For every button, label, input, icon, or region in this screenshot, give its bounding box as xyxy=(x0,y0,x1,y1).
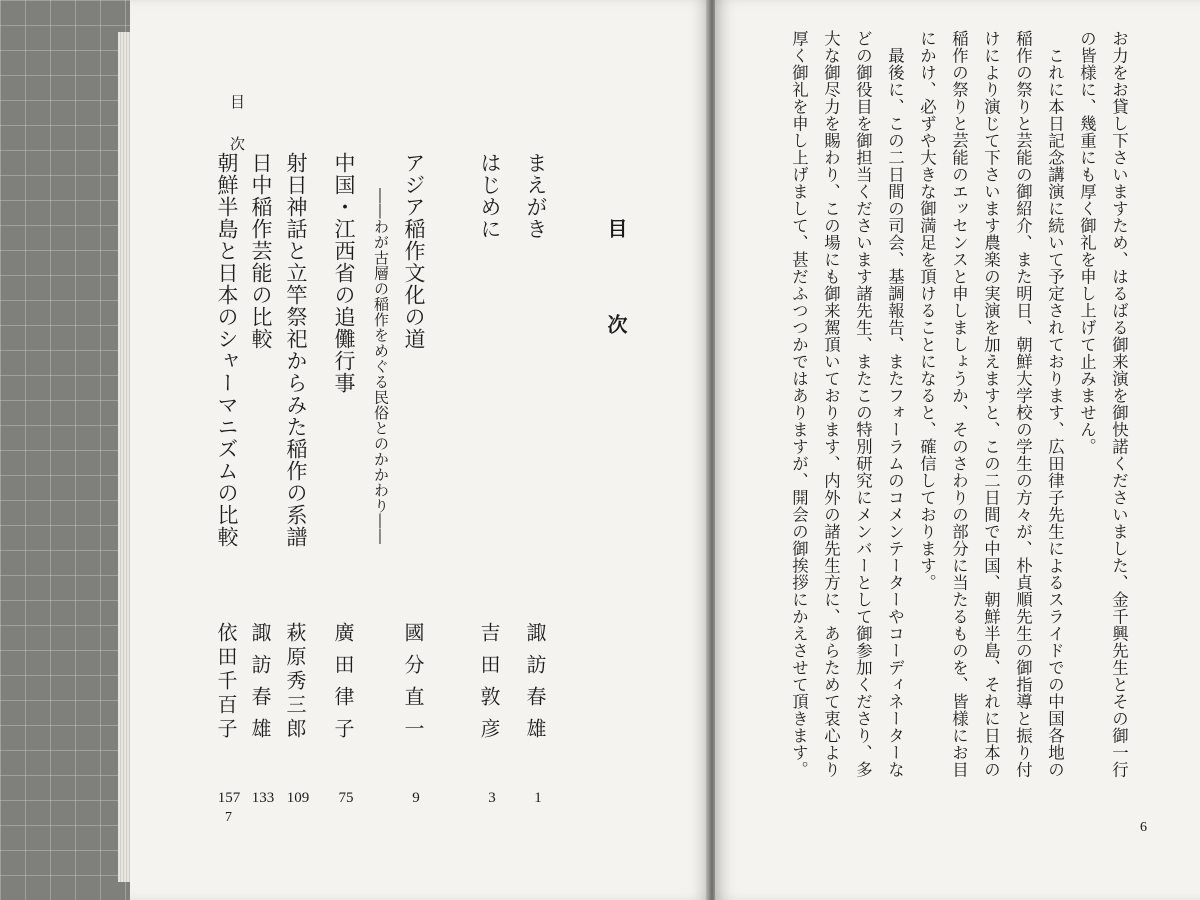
toc-entry-page: 75 xyxy=(338,790,354,806)
left-page-number: 7 xyxy=(225,810,232,825)
toc-entry-page: 1 xyxy=(534,790,542,806)
body-line: 厚く御礼を申し上げまして、甚だふつつかではありますが、開会の御挨拶にかえさせて頂きます。 xyxy=(789,30,809,778)
body-line: 稲作の祭りと芸能の御紹介、また明日、朝鮮大学校の学生の方々が、朴貞順先生の御指導と振り付 xyxy=(1013,30,1033,778)
toc-entry-author: 諏訪春雄 xyxy=(248,622,272,750)
right-page-number: 6 xyxy=(1140,820,1147,835)
toc-entry-page: 133 xyxy=(251,790,275,806)
body-line: これに本日記念講演に続いて予定されております、広田律子先生によるスライドでの中国各地の xyxy=(1045,30,1065,778)
toc-entry-author: 諏訪春雄 xyxy=(523,622,547,750)
body-line: どの御役目を御担当くださいます諸先生、またこの特別研究にメンバーとして御参加くださり、多 xyxy=(853,30,873,778)
toc-entry-page: 109 xyxy=(286,790,310,806)
toc-entry-author: 吉田敦彦 xyxy=(477,622,501,750)
toc-entry-author: 萩原秀三郎 xyxy=(283,622,307,742)
body-line: 最後に、この二日間の司会、基調報告、またフォーラムのコメンテーターやコーディネーターな xyxy=(885,30,905,778)
left-page-toc xyxy=(130,0,710,900)
body-line: 稲作の祭りと芸能のエッセンスと申しましょうか、そのさわりの部分に当たるものを、皆様にお目 xyxy=(949,30,969,778)
toc-entry-title: アジア稲作文化の道 xyxy=(402,152,426,350)
toc-entry-title: 中国・江西省の追儺行事 xyxy=(332,152,356,394)
toc-title: 目 次 xyxy=(604,218,628,362)
toc-entry-author: 依田千百子 xyxy=(214,622,238,742)
toc-entry-title: 射日神話と立竿祭祀からみた稲作の系譜 xyxy=(284,152,308,548)
body-line: 大な御尽力を賜わり、この場にも御来駕頂いております、内外の諸先生方に、あらためて衷心より xyxy=(821,30,841,778)
body-line: にかけ、必ずや大きな御満足を頂けることになると、確信しております。 xyxy=(917,30,937,591)
toc-entry-title: 朝鮮半島と日本のシャーマニズムの比較 xyxy=(215,152,239,548)
toc-entry-title: まえがき xyxy=(524,152,548,240)
toc-entry-page: 9 xyxy=(412,790,420,806)
running-head: 目 次 xyxy=(228,94,246,157)
toc-entry-author: 國分直一 xyxy=(401,622,425,750)
toc-entry-page: 3 xyxy=(488,790,496,806)
toc-entry-title: はじめに xyxy=(478,152,502,240)
right-page-text xyxy=(715,0,1200,900)
body-line: けにより演じて下さいます農楽の実演を加えますと、この二日間で中国、朝鮮半島、それに日本の xyxy=(981,30,1001,778)
toc-entry-title: 日中稲作芸能の比較 xyxy=(249,152,273,350)
toc-entry-subtitle: ――わが古層の稲作をめぐる民俗とのかかわり―― xyxy=(372,188,390,545)
body-line: お力をお貸し下さいますため、はるばる御来演を御快諾くださいました、金千興先生とその御一行 xyxy=(1109,30,1129,778)
body-line: の皆様に、幾重にも厚く御礼を申し上げて止みません。 xyxy=(1077,30,1097,455)
toc-entry-author: 廣田律子 xyxy=(331,622,355,750)
toc-entry-page: 157 xyxy=(217,790,241,806)
